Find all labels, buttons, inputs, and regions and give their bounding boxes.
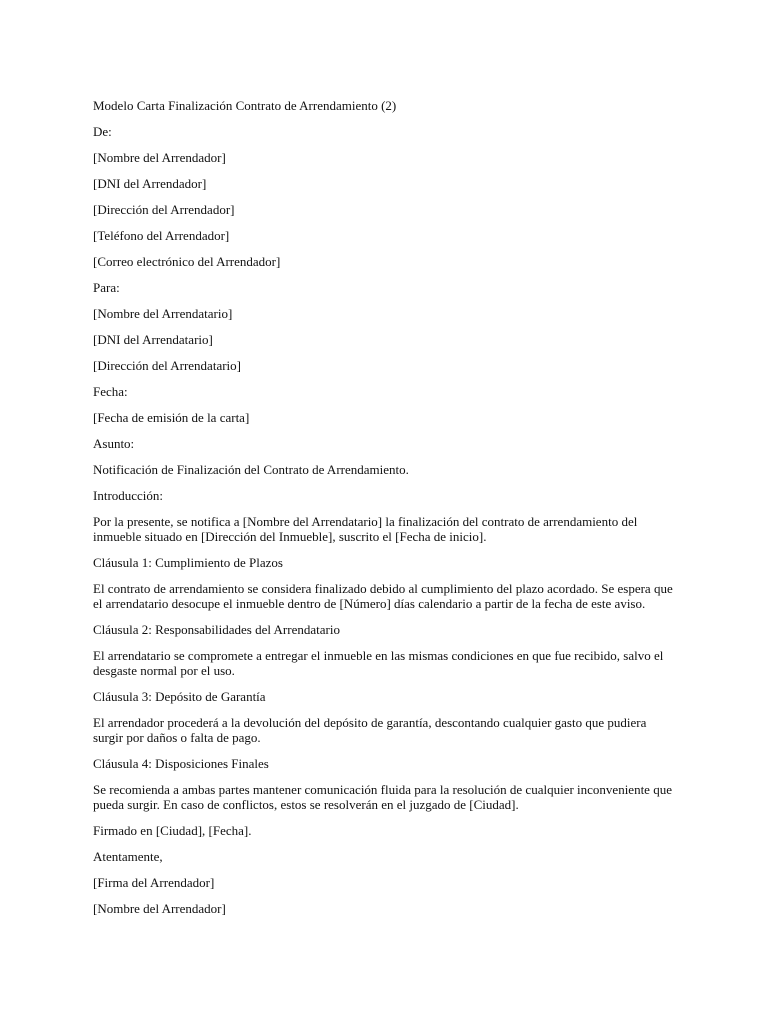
date-label: Fecha: bbox=[93, 384, 128, 399]
clause-2-text: El arrendatario se compromete a entregar el inmueble en las mismas condiciones en que fue recibido, salvo el desgaste normal por el uso. bbox=[93, 648, 664, 678]
clause-4-text: Se recomienda a ambas partes mantener comunicación fluida para la resolución de cualquier inconveniente que pueda surgir. En caso de conflictos, estos se resolverán en el juzgado de [Ciudad]. bbox=[93, 782, 672, 812]
landlord-email: [Correo electrónico del Arrendador] bbox=[93, 254, 281, 269]
landlord-phone: [Teléfono del Arrendador] bbox=[93, 228, 230, 243]
introduction-heading: Introducción: bbox=[93, 488, 164, 503]
to-label: Para: bbox=[93, 280, 120, 295]
document-title: Modelo Carta Finalización Contrato de Arrendamiento (2) bbox=[93, 98, 397, 113]
signer-name: [Nombre del Arrendador] bbox=[93, 901, 226, 916]
signed-at: Firmado en [Ciudad], [Fecha]. bbox=[93, 823, 252, 838]
introduction-text: Por la presente, se notifica a [Nombre del Arrendatario] la finalización del contrato de arrendamiento del inmueble situado en [Dirección del Inmueble], suscrito el [Fecha de inicio]. bbox=[93, 514, 638, 544]
clause-1-text: El contrato de arrendamiento se considera finalizado debido al cumplimiento del plazo acordado. Se espera que el arrendatario desocupe el inmueble dentro de [Número] días calendario a partir de la fecha de este aviso. bbox=[93, 581, 673, 611]
subject-label: Asunto: bbox=[93, 436, 135, 451]
tenant-name: [Nombre del Arrendatario] bbox=[93, 306, 233, 321]
clause-4-heading: Cláusula 4: Disposiciones Finales bbox=[93, 756, 269, 771]
document-page bbox=[93, 98, 673, 927]
subject-text: Notificación de Finalización del Contrato de Arrendamiento. bbox=[93, 462, 409, 477]
tenant-address: [Dirección del Arrendatario] bbox=[93, 358, 241, 373]
landlord-name: [Nombre del Arrendador] bbox=[93, 150, 226, 165]
clause-3-heading: Cláusula 3: Depósito de Garantía bbox=[93, 689, 266, 704]
from-label: De: bbox=[93, 124, 112, 139]
issue-date: [Fecha de emisión de la carta] bbox=[93, 410, 250, 425]
clause-3-text: El arrendador procederá a la devolución del depósito de garantía, descontando cualquier gasto que pudiera surgir por daños o falta de pago. bbox=[93, 715, 647, 745]
clause-2-heading: Cláusula 2: Responsabilidades del Arrendatario bbox=[93, 622, 340, 637]
clause-1-heading: Cláusula 1: Cumplimiento de Plazos bbox=[93, 555, 283, 570]
tenant-dni: [DNI del Arrendatario] bbox=[93, 332, 213, 347]
landlord-dni: [DNI del Arrendador] bbox=[93, 176, 207, 191]
landlord-address: [Dirección del Arrendador] bbox=[93, 202, 235, 217]
closing: Atentamente, bbox=[93, 849, 163, 864]
landlord-signature: [Firma del Arrendador] bbox=[93, 875, 215, 890]
